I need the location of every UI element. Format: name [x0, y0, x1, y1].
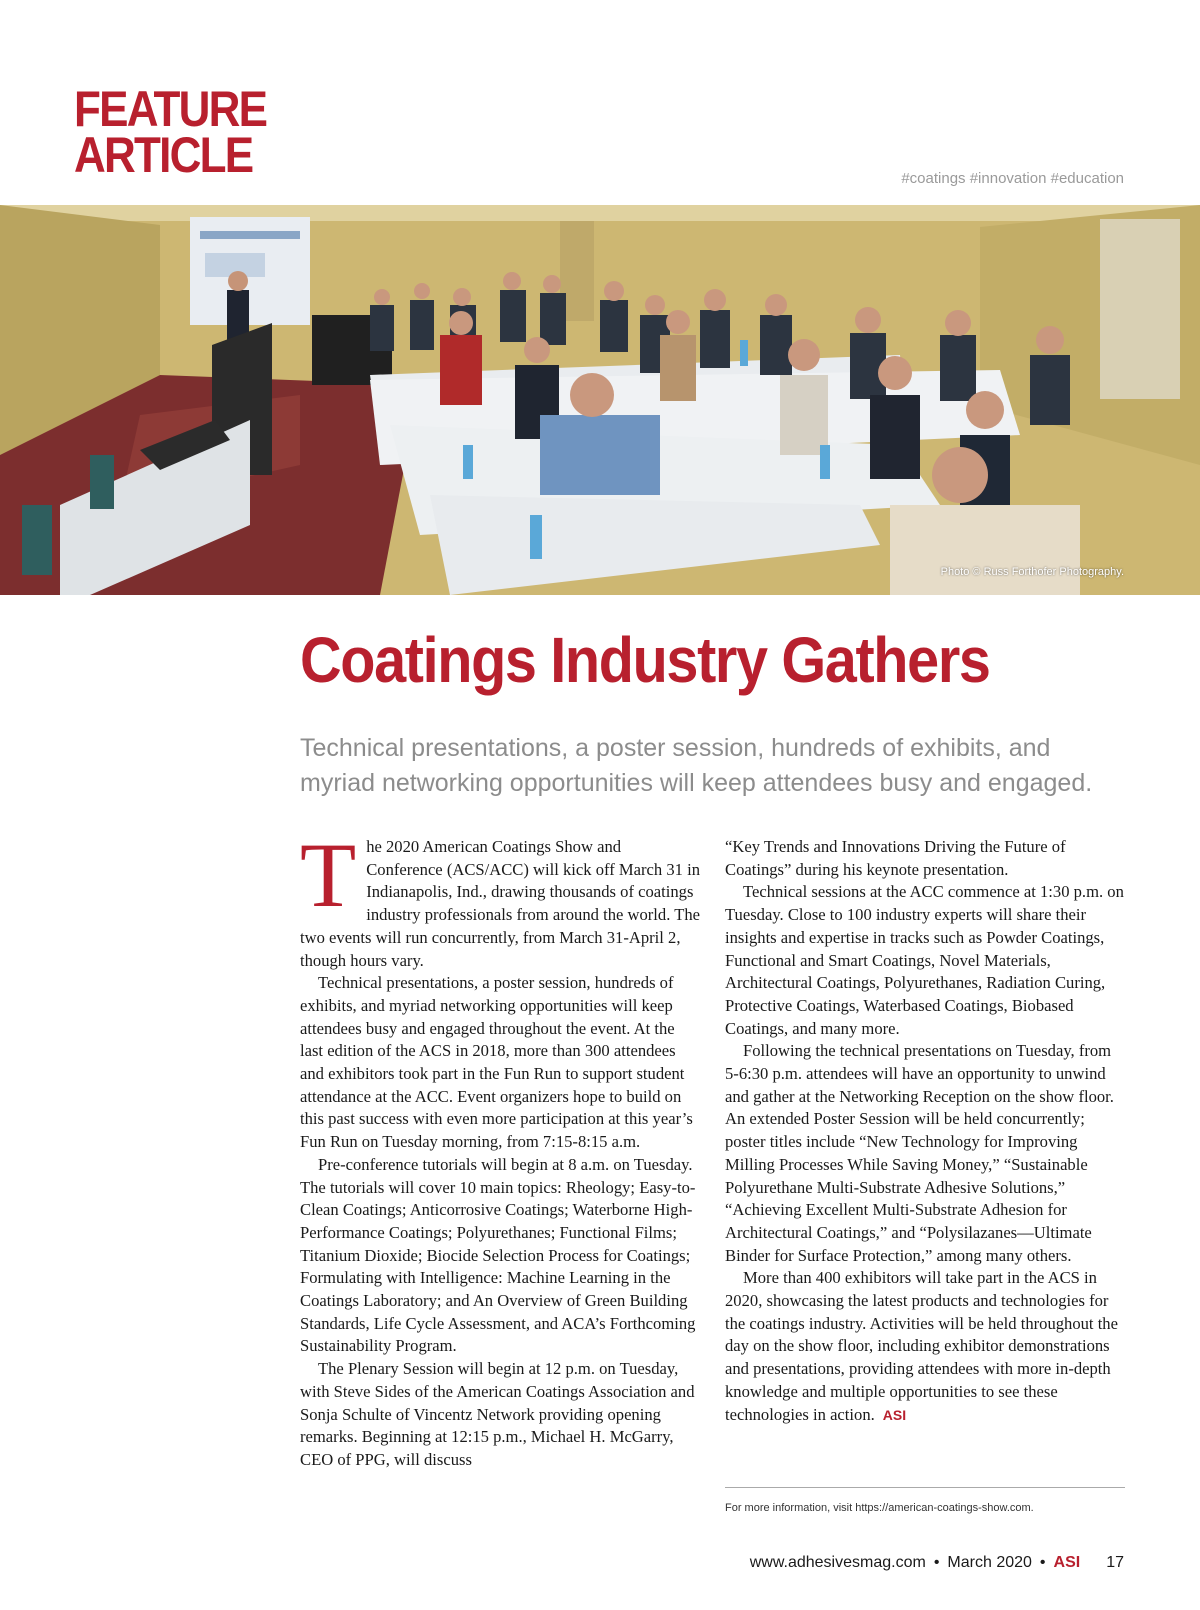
section-label-line-2: ARTICLE	[74, 127, 253, 183]
article-paragraph-4: The Plenary Session will begin at 12 p.m. on Tuesday, with Steve Sides of the American Coatings Association and Sonja Schulte of Vincentz Network providing opening remarks. Beginning at 12:15 p.m., Michael H. McGarry, CEO of PPG, will discuss	[300, 1359, 695, 1469]
drop-cap: T	[300, 824, 357, 926]
hero-photo	[0, 205, 1200, 595]
article-paragraph-1	[300, 824, 701, 972]
article-paragraph-continued: “Key Trends and Innovations Driving the Future of Coatings” during his keynote presentation.	[725, 837, 1066, 879]
article-paragraph-7	[725, 1267, 1125, 1426]
section-label	[74, 81, 267, 183]
article-headline: Coatings Industry Gathers	[300, 624, 990, 696]
hashtags: #coatings #innovation #education	[901, 170, 1124, 187]
article-column-right	[725, 836, 1125, 1426]
footer-website: www.adhesivesmag.com	[749, 1554, 926, 1571]
footer-brand: ASI	[1053, 1554, 1081, 1571]
article-paragraph-2: Technical presentations, a poster session, hundreds of exhibits, and myriad networking opportunities will keep attendees busy and engaged throughout the event. At the last edition of the ACS in 2018, more than 300 attendees and exhibitors took part in the Fun Run to support student attendance at the ACC. Event organizers hope to build on this past success with even more participation at this year’s Fun Run on Tuesday morning, from 7:15-8:15 a.m.	[300, 973, 693, 1152]
more-info: For more information, visit https://american-coatings-show.com.	[725, 1502, 1034, 1514]
footer-separator-1: •	[933, 1554, 940, 1571]
page-footer	[750, 1554, 1124, 1572]
conference-room-image	[0, 205, 1200, 595]
article-paragraph-7-text: More than 400 exhibitors will take part in the ACS in 2020, showcasing the latest products and technologies for the coatings industry. Activities will be held throughout the day on the show floor, including exhibitor demonstrations and presentations, providing attendees with more in-depth knowledge and multiple opportunities to see these technologies in action.	[725, 1268, 1118, 1424]
article-paragraph-6: Following the technical presentations on Tuesday, from 5-6:30 p.m. attendees will have an opportunity to unwind and gather at the Networking Reception on the show floor. An extended Poster Session will be held concurrently; poster titles include “New Technology for Improving Milling Processes While Saving Money,” “Sustainable Polyurethane Multi-Substrate Adhesive Solutions,” “Achieving Excellent Multi-Substrate Adhesion for Architectural Coatings,” and “Polysilazanes—Ultimate Binder for Surface Protection,” among many others.	[725, 1041, 1114, 1265]
footer-date: March 2020	[947, 1554, 1032, 1571]
article-column-left	[300, 824, 701, 1472]
article-deck: Technical presentations, a poster session, hundreds of exhibits, and myriad networking opportunities will keep attendees busy and engaged.	[300, 734, 1093, 797]
footer-separator-2: •	[1039, 1554, 1046, 1571]
page-number: 17	[1106, 1554, 1124, 1571]
article-paragraph-5: Technical sessions at the ACC commence at 1:30 p.m. on Tuesday. Close to 100 industry experts will share their insights and expertise in tracks such as Powder Coatings, Functional and Smart Coatings, Novel Materials, Architectural Coatings, Polyurethanes, Radiation Curing, Protective Coatings, Waterbased Coatings, Biobased Coatings, and many more.	[725, 882, 1124, 1038]
article-paragraph-3: Pre-conference tutorials will begin at 8 a.m. on Tuesday. The tutorials will cover 10 main topics: Rheology; Easy-to-Clean Coatings; Anticorrosive Coatings; Waterborne High-Performance Coatings; Polyurethanes; Functional Films; Titanium Dioxide; Biocide Selection Process for Coatings; Formulating with Intelligence: Machine Learning in the Coatings Laboratory; and An Overview of Green Building Standards, Life Cycle Assessment, and ACA’s Forthcoming Sustainability Program.	[300, 1154, 696, 1356]
end-mark: ASI	[882, 1406, 907, 1423]
article-paragraph-1-text: he 2020 American Coatings Show and Conference (ACS/ACC) will kick off March 31 in Indianapolis, Ind., drawing thousands of coatings industry professionals from around the world. The two events will run concurrently, from March 31-April 2, though hours vary.	[300, 837, 701, 970]
section-label-line-1: FEATURE	[74, 81, 267, 137]
divider	[725, 1487, 1125, 1488]
photo-credit: Photo © Russ Forthofer Photography.	[940, 566, 1124, 578]
